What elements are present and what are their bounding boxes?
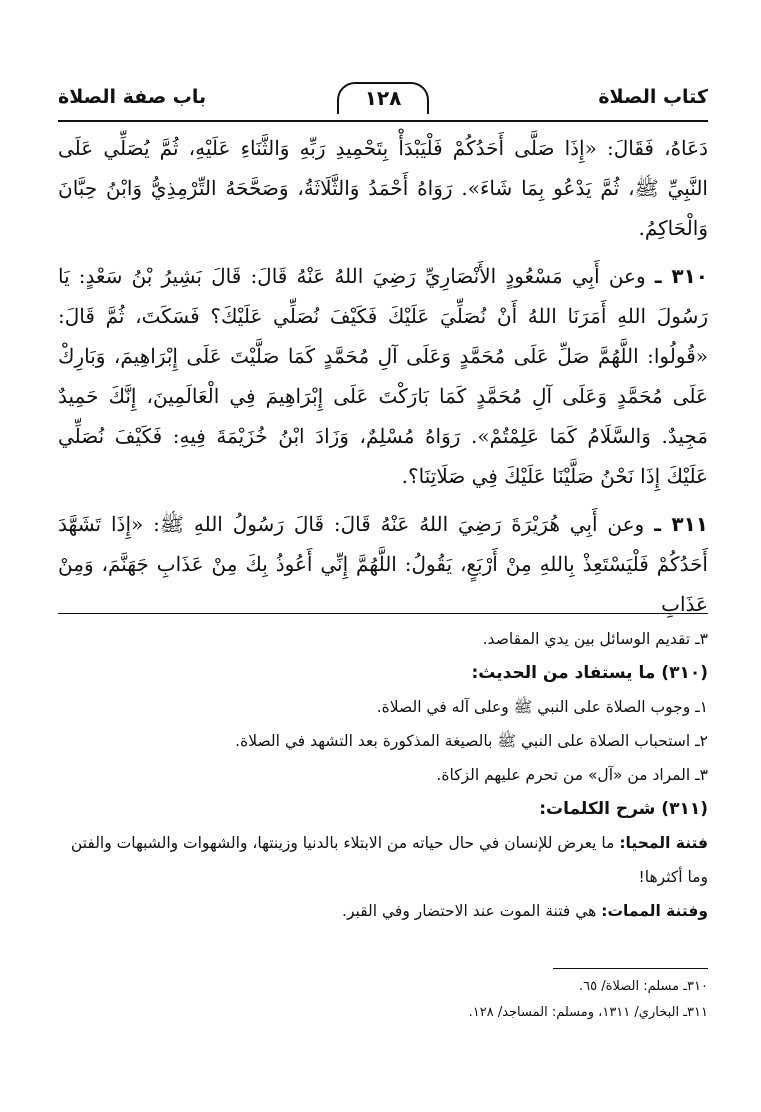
hadith-311 <box>58 504 708 624</box>
glossary-entry-1 <box>58 826 708 894</box>
book-page <box>58 0 708 1112</box>
glossary-term-1: فتنة المحيا: <box>619 834 708 852</box>
glossary-entry-2 <box>58 894 708 928</box>
hadith-310-text: وعن أَبِي مَسْعُودٍ الأَنْصَارِيِّ رَضِيَ اللهُ عَنْهُ قَالَ: قَالَ بَشِيرُ بْنُ سَعْدٍ: يَا رَسُولَ اللهِ أَمَرَنَا اللهُ أَنْ نُصَلِّيَ عَلَيْكَ فَكَيْفَ نُصَلِّي عَلَيْكَ؟ فَسَكَتَ، ثُمَّ قَالَ: «قُولُوا: اللَّهُمَّ صَلِّ عَلَى مُحَمَّدٍ وَعَلَى آلِ مُحَمَّدٍ كَمَا صَلَّيْتَ عَلَى إِبْرَاهِيمَ، وَبَارِكْ عَلَى مُحَمَّدٍ وَعَلَى آلِ مُحَمَّدٍ كَمَا بَارَكْتَ عَلَى إِبْرَاهِيمَ فِي الْعَالَمِينَ، إِنَّكَ حَمِيدٌ مَجِيدٌ. وَالسَّلَامُ كَمَا عَلِمْتُمْ». رَوَاهُ مُسْلِمٌ، وَزَادَ ابْنُ خُزَيْمَةَ فِيهِ: فَكَيْفَ نُصَلِّي عَلَيْكَ إِذَا نَحْنُ صَلَّيْنَا عَلَيْكَ فِي صَلَاتِنَا؟. <box>58 264 708 488</box>
hadith-continuation: دَعَاهُ، فَقَالَ: «إِذَا صَلَّى أَحَدُكُمْ فَلْيَبْدَأْ بِتَحْمِيدِ رَبِّهِ وَالثَّنَاءِ عَلَيْهِ، ثُمَّ يُصَلِّي عَلَى النَّبِيِّ ﷺ، ثُمَّ يَدْعُو بِمَا شَاءَ». رَوَاهُ أَحْمَدُ وَالثَّلَاثَةُ، وَصَحَّحَهُ التِّرْمِذِيُّ وَابْنُ حِبَّانَ وَالْحَاكِمُ. <box>58 136 708 240</box>
page-header <box>58 80 708 122</box>
page-number: ١٢٨ <box>337 82 430 114</box>
commentary <box>58 622 708 928</box>
book-title: كتاب الصلاة <box>598 86 708 108</box>
benefit-1: ١ـ وجوب الصلاة على النبي ﷺ وعلى آله في الصلاة. <box>376 698 708 716</box>
hadith-311-text: وعن أَبِي هُرَيْرَةَ رَضِيَ اللهُ عَنْهُ قَالَ: قَالَ رَسُولُ اللهِ ﷺ: «إِذَا تَشَهَّدَ أَحَدُكُمْ فَلْيَسْتَعِذْ بِاللهِ مِنْ أَرْبَعٍ، يَقُولُ: اللَّهُمَّ إِنِّي أَعُوذُ بِكَ مِنْ عَذَابِ جَهَنَّمَ، وَمِنْ عَذَابِ <box>58 512 708 616</box>
hadith-311-number: ٣١١ ـ <box>654 512 709 536</box>
footnote-divider <box>553 968 708 969</box>
note-3: ٣ـ تقديم الوسائل بين يدي المقاصد. <box>482 630 708 648</box>
hadith-310-number: ٣١٠ ـ <box>654 264 708 288</box>
glossary-heading-311: (٣١١) شرح الكلمات: <box>539 799 708 819</box>
glossary-def-2: هي فتنة الموت عند الاحتضار وفي القبر. <box>342 902 597 920</box>
benefit-3: ٣ـ المراد من «آل» من تحرم عليهم الزكاة. <box>436 766 708 784</box>
footnote-310: ٣١٠ـ مسلم: الصلاة/ ٦٥. <box>579 979 708 994</box>
footnotes <box>58 974 708 1026</box>
section-divider <box>58 613 708 614</box>
glossary-def-1: ما يعرض للإنسان في حال حياته من الابتلاء بالدنيا وزينتها، والشهوات والشبهات والفتن وما أكثرها! <box>70 834 708 886</box>
glossary-term-2: وفتنة الممات: <box>601 902 708 920</box>
benefits-heading-310: (٣١٠) ما يستفاد من الحديث: <box>471 663 708 683</box>
hadith-text <box>58 128 708 632</box>
chapter-title: باب صفة الصلاة <box>58 86 207 108</box>
benefit-2: ٢ـ استحباب الصلاة على النبي ﷺ بالصيغة المذكورة بعد التشهد في الصلاة. <box>235 732 708 750</box>
footnote-311: ٣١١ـ البخاري/ ١٣١١، ومسلم: المساجد/ ١٢٨. <box>468 1005 708 1020</box>
hadith-310 <box>58 256 708 496</box>
